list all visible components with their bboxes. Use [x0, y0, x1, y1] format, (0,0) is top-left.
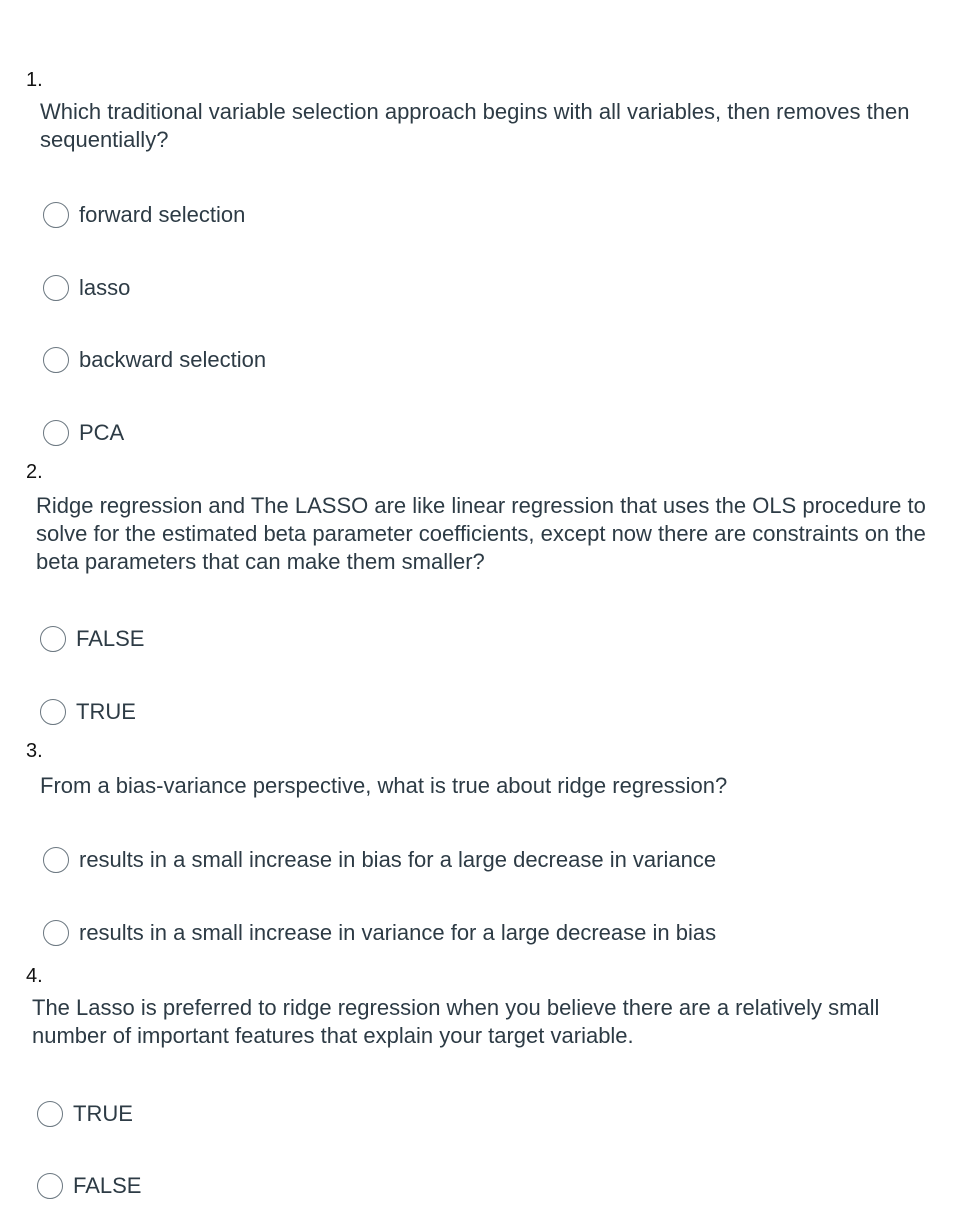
question-1-option-forward-selection[interactable] — [43, 201, 245, 229]
question-2-option-true[interactable] — [40, 698, 136, 726]
radio-button[interactable] — [37, 1173, 63, 1199]
question-1-option-lasso[interactable] — [43, 274, 130, 302]
question-1-number: 1. — [26, 69, 43, 91]
question-2-option-false[interactable] — [40, 625, 144, 653]
radio-button[interactable] — [40, 626, 66, 652]
radio-button[interactable] — [43, 202, 69, 228]
option-label: TRUE — [76, 699, 136, 724]
option-label: FALSE — [76, 626, 145, 651]
radio-button[interactable] — [40, 699, 66, 725]
option-label: FALSE — [73, 1173, 142, 1198]
question-1-option-pca[interactable] — [43, 419, 124, 447]
radio-button[interactable] — [43, 847, 69, 873]
question-3-text: From a bias-variance perspective, what is true about ridge regression? — [40, 773, 728, 798]
radio-button[interactable] — [43, 920, 69, 946]
question-1-option-backward-selection[interactable] — [43, 346, 266, 374]
radio-button[interactable] — [43, 275, 69, 301]
option-label: forward selection — [79, 202, 246, 227]
question-3-option-bias-increase[interactable] — [43, 846, 716, 874]
question-1-text: Which traditional variable selection approach begins with all variables, then removes then sequentially? — [40, 99, 910, 152]
option-label: results in a small increase in variance for a large decrease in bias — [79, 920, 717, 945]
option-label: results in a small increase in bias for a large decrease in variance — [79, 847, 717, 872]
radio-button[interactable] — [37, 1101, 63, 1127]
option-label: backward selection — [79, 347, 267, 372]
question-3-option-variance-increase[interactable] — [43, 919, 716, 947]
question-4-number: 4. — [26, 965, 43, 987]
option-label: lasso — [79, 275, 131, 300]
question-4-option-false[interactable] — [37, 1172, 141, 1200]
radio-button[interactable] — [43, 420, 69, 446]
option-label: PCA — [79, 420, 125, 445]
radio-button[interactable] — [43, 347, 69, 373]
question-3-number: 3. — [26, 740, 43, 762]
question-2-text: Ridge regression and The LASSO are like linear regression that uses the OLS procedure to solve for the estimated beta parameter coefficients, except now there are constraints on the beta parameters that can make them smaller? — [36, 493, 926, 574]
question-4-option-true[interactable] — [37, 1100, 133, 1128]
question-4-text: The Lasso is preferred to ridge regression when you believe there are a relatively small number of important features that explain your target variable. — [32, 995, 880, 1048]
option-label: TRUE — [73, 1101, 133, 1126]
question-2-number: 2. — [26, 461, 43, 483]
